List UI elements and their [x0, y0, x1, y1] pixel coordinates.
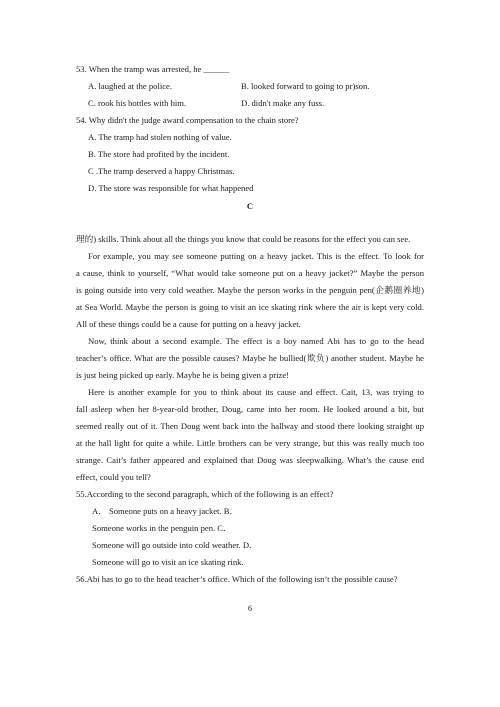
q55-option-c: Someone will go outside into cold weather. D．	[92, 540, 258, 550]
q54-option-d: D. The store was responsible for what happened	[88, 183, 254, 193]
passage-line: is going outside into very cold weather. Maybe the person works in the penguin pen(企鹅圈养地)	[76, 285, 424, 295]
passage-line: 理的) skills. Think about all the things you know that could be reasons for the effect you can see.	[76, 234, 411, 244]
passage-line: seemed really out of it. Then Doug went back into the hallway and stood there looking straight up	[76, 421, 424, 431]
passage-line: is just being picked up early. Maybe he is being given a prize!	[76, 370, 290, 380]
passage-line: Now, think about a second example. The effect is a boy named Abi has to go to the head	[88, 336, 424, 346]
passage-line: Here is another example for you to think about its cause and effect. Cait, 13, was trying to	[88, 387, 424, 397]
passage-line: effect, could you tell?	[76, 472, 151, 482]
q55-option-d: Someone will go to visit an ice skating rink.	[92, 557, 244, 567]
q56-stem: 56.Abi has to go to the head teacher’s office. Which of the following isn’t the possible cause?	[76, 574, 398, 584]
page-number: 6	[248, 604, 252, 613]
q53-option-c: C. rook his bottles with him.	[88, 98, 187, 108]
q53-option-d: D. didn't make any fuss.	[241, 98, 325, 108]
passage-line: a cause, think to yourself, “What would take someone put on a heavy jacket?” Maybe the person	[76, 268, 424, 278]
q55-option-a: A． Someone puts on a heavy jacket. B．	[92, 506, 239, 516]
q54-option-a: A. The tramp had stolen nothing of value.	[88, 132, 232, 142]
section-heading: C	[246, 201, 254, 211]
passage-line: at the hall light for quite a while. Little brothers can be very strange, but this was really much too	[76, 438, 424, 448]
passage-line: at Sea World. Maybe the person is going to visit an ice skating rink where the air is kept very cold.	[76, 302, 424, 312]
q54-stem: 54. Why didn't the judge award compensation to the chain store?	[76, 115, 299, 125]
q54-option-c: C .The tramp deserved a happy Christmas.	[88, 166, 235, 176]
q54-option-b: B. The store had profited by the incident.	[88, 149, 230, 159]
q55-stem: 55.According to the second paragraph, which of the following is an effect?	[76, 489, 334, 499]
q53-option-a: A. laughed at the police.	[88, 81, 172, 91]
passage-line: strange. Cait’s father appeared and explained that Doug was sleepwalking. What’s the cause end	[76, 455, 424, 465]
q55-option-b: Someone works in the penguin pen. C．	[92, 523, 232, 533]
q53-stem: 53. When the tramp was arrested, he ______	[76, 64, 230, 74]
passage-line: For example, you may see someone putting on a heavy jacket. This is the effect. To look for	[88, 251, 424, 261]
passage-line: All of these things could be a cause for putting on a heavy jacket.	[76, 319, 301, 329]
passage-line: teacher’s office. What are the possible causes? Maybe he bullied(欺负) another student. Maybe he	[76, 353, 424, 363]
q53-option-b: B. looked forward to going to pr)son.	[241, 81, 370, 91]
passage-line: fall asleep when her 8-year-old brother, Doug, came into her room. He looked around a bit, but	[76, 404, 424, 414]
